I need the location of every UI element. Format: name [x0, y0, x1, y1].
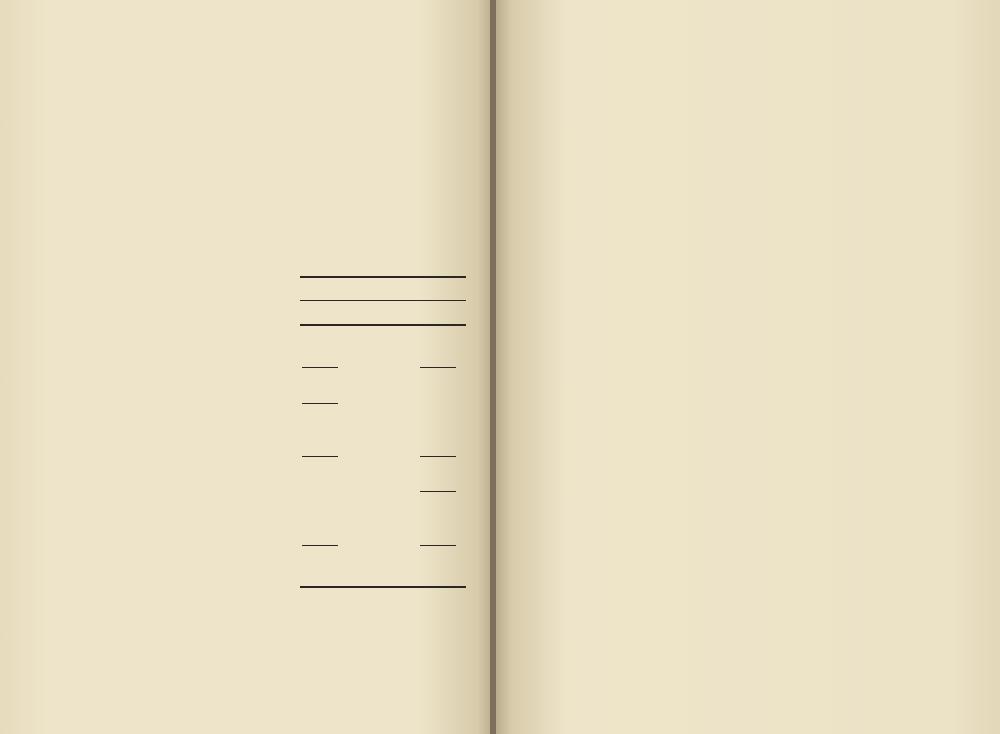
table-cell — [302, 367, 338, 368]
table-cell — [420, 367, 456, 368]
table-rule — [300, 300, 466, 301]
table-cell — [302, 456, 338, 457]
table-rule-bottom — [300, 586, 466, 588]
right-page — [496, 0, 1000, 734]
table-cell — [420, 491, 456, 492]
table-cell — [302, 545, 338, 546]
table-cell — [420, 456, 456, 457]
table-cell — [302, 403, 338, 404]
salt-regime-figure — [496, 0, 1000, 734]
table-rule-header — [300, 324, 466, 326]
table-cell — [420, 545, 456, 546]
left-page — [0, 0, 492, 734]
table-rule-top — [300, 276, 466, 278]
